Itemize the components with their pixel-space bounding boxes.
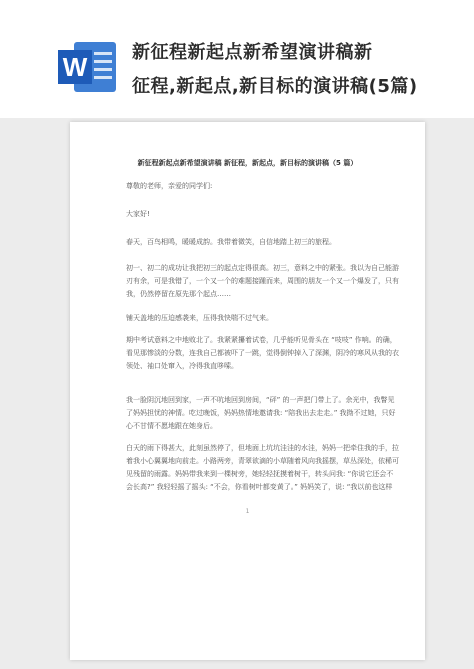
paragraph-2: 初一、初二的成功让我把初三的起点定得很高。初三，意料之中的紧张。我以为自己能游刃有余，可是我错了，一个又一个的难题接踵而来，周围的朋友一个又一个爆发了，只有我，仍然停留在原先那个起点…… xyxy=(126,264,399,298)
paragraph-5: 我一脸阴沉地回到家，一声不吭地回到房间，“砰” 的一声把门带上了。余光中，我瞥见了妈妈担忧的神情。吃过晚饭，妈妈热情地邀请我: “陪我出去走走。” 我拗不过她，只好心不甘情不愿地跟在她身后。 xyxy=(126,396,396,430)
page-number: 1 xyxy=(245,508,250,515)
paragraph-4: 期中考试意料之中地败北了。我紧紧攥着试卷，几乎能听见骨头在 “吱吱” 作响。的确，看见那惨淡的分数，连我自己都被吓了一跳，觉得倒钟掉入了深渊，阴冷的寒风从我的衣领处、袖口处窜入，冷得我直哆嗦。 xyxy=(126,336,399,370)
header-banner xyxy=(0,0,474,118)
word-logo-badge: W xyxy=(58,50,92,84)
paragraph-3: 铺天盖地的压迫感袭来，压得我快喘不过气来。 xyxy=(126,314,273,322)
document-title: 新征程新起点新希望演讲稿 新征程，新起点，新目标的演讲稿（5 篇） xyxy=(137,159,358,167)
document-page xyxy=(70,122,425,660)
paragraph-greeting: 大家好! xyxy=(126,210,150,218)
title-line-1: 新征程新起点新希望演讲稿新 xyxy=(132,42,373,63)
paragraph-salutation: 尊敬的老师，亲爱的同学们: xyxy=(126,182,213,190)
title-line-2: 征程,新起点,新目标的演讲稿(5篇) xyxy=(132,76,418,97)
word-document-icon xyxy=(58,42,118,92)
paragraph-6: 白天的雨下得甚大，此刻虽然停了，但地面上坑坑洼洼的水洼，妈妈一把牵住我的手，拉着我小心翼翼地向前走。小路两旁，青翠欲滴的小草随着风向我摇摆，草丛深处，依稀可见残留的雨露。妈妈带我来到一棵树旁，她轻轻抚摸着树干，转头问我: “你说它还会不会长高?” 我轻轻摇了摇头: “不会，你看树叶都变黄了。” 妈妈笑了，说: “我以前也这样 xyxy=(126,444,399,491)
page-title xyxy=(132,36,452,104)
paragraph-1: 春天，百鸟相鸣，暖暖成韵。我带着微笑，自信地踏上初三的旅程。 xyxy=(126,238,336,246)
